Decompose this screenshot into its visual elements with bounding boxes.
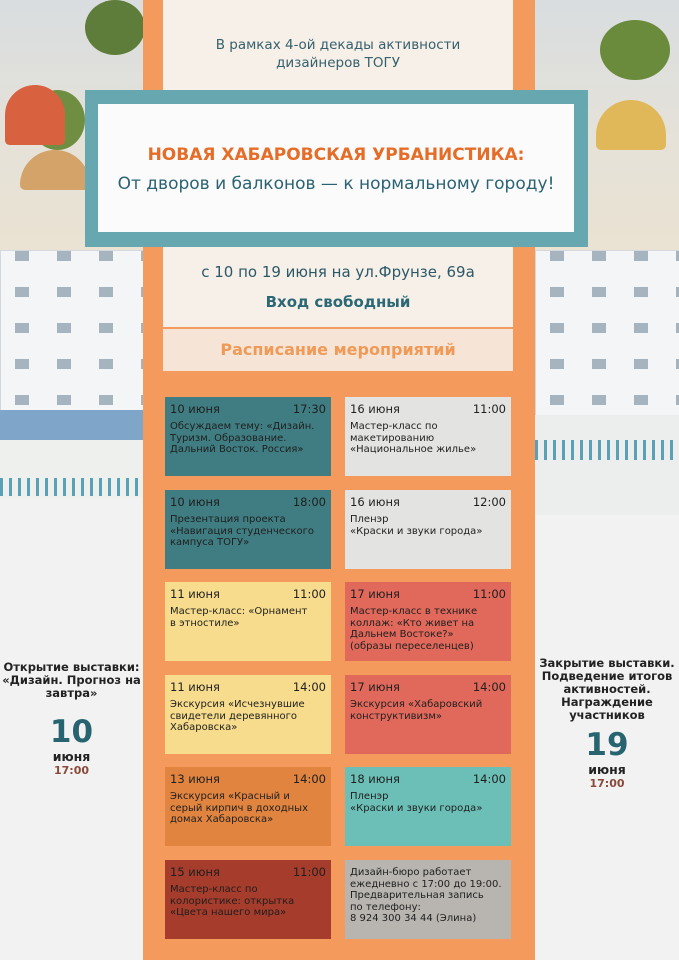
lead-line-1: В рамках 4-ой декады активности — [215, 37, 461, 53]
event-card — [345, 490, 511, 569]
event-line: свидетели деревянного — [170, 710, 298, 722]
event-date: 15 июня — [170, 865, 220, 879]
closing-line-2: Подведение итогов — [541, 669, 673, 683]
event-line: Экскурсия «Хабаровский — [350, 699, 483, 710]
event-description — [170, 699, 326, 734]
opening-line-1: Открытие выставки: — [3, 660, 140, 674]
event-line: Презентация проекта — [170, 514, 286, 525]
event-time: 14:00 — [472, 772, 506, 786]
opening-day: 10 — [49, 714, 94, 750]
event-line: «Навигация студенческого — [170, 525, 314, 537]
title-heading: НОВАЯ ХАБАРОВСКАЯ УРБАНИСТИКА: — [147, 145, 525, 165]
design-bureau-card — [345, 860, 511, 939]
event-line: кампуса ТОГУ» — [170, 537, 250, 548]
event-line: в этностиле» — [170, 617, 240, 629]
event-line: Пленэр — [350, 514, 389, 525]
event-card — [165, 582, 331, 661]
playground-slide — [5, 85, 65, 145]
closing-time: 17:00 — [589, 777, 625, 790]
event-time: 18:00 — [292, 495, 326, 509]
opening-line-3: завтра» — [45, 686, 98, 700]
closing-line-3: активностей. — [563, 682, 651, 696]
event-line: Мастер-класс по — [170, 884, 258, 895]
tree — [85, 0, 145, 55]
event-line: Обсуждаем тему: «Дизайн. — [170, 421, 315, 432]
closing-block — [535, 657, 679, 790]
bureau-line: Предварительная запись — [350, 890, 484, 901]
event-time: 14:00 — [472, 680, 506, 694]
event-line: Мастер-класс по — [350, 421, 438, 432]
closing-line-4: Награждение — [561, 695, 653, 709]
event-date: 13 июня — [170, 772, 220, 786]
event-description — [170, 514, 326, 549]
event-time: 14:00 — [292, 772, 326, 786]
opening-month: июня — [52, 749, 91, 764]
event-time: 11:00 — [292, 865, 326, 879]
event-description — [350, 421, 506, 456]
event-line: «Краски и звуки города» — [350, 802, 483, 814]
event-card — [165, 860, 331, 939]
bureau-line: Дизайн-бюро работает — [350, 867, 472, 878]
event-date: 17 июня — [350, 587, 400, 601]
lead-text — [163, 36, 513, 72]
event-date: 16 июня — [350, 402, 400, 416]
event-date: 10 июня — [170, 402, 220, 416]
dates-place: с 10 по 19 июня на ул.Фрунзе, 69а — [201, 263, 475, 281]
event-line: серый кирпич в доходных — [170, 802, 308, 814]
closing-month: июня — [588, 762, 626, 777]
event-line: «Краски и звуки города» — [350, 525, 483, 537]
event-line: коллаж: «Кто живет на — [350, 617, 475, 629]
fence — [0, 478, 143, 496]
event-description — [170, 606, 326, 629]
title-subheading: От дворов и балконов — к нормальному городу! — [117, 174, 555, 194]
closing-day: 19 — [585, 727, 629, 763]
fence — [535, 440, 679, 460]
info-panel — [163, 247, 513, 327]
title-panel — [98, 104, 574, 232]
event-date: 16 июня — [350, 495, 400, 509]
event-line: «Цвета нашего мира» — [170, 907, 287, 918]
event-time: 11:00 — [472, 587, 506, 601]
event-line: Мастер-класс в технике — [350, 606, 478, 617]
event-date: 17 июня — [350, 680, 400, 694]
event-description — [170, 791, 326, 826]
free-entry: Вход свободный — [265, 293, 411, 311]
event-description — [350, 791, 506, 814]
event-line: Экскурсия «Красный и — [170, 791, 290, 802]
event-card — [165, 490, 331, 569]
tree — [600, 20, 670, 80]
bureau-phone: 8 924 300 34 44 (Элина) — [350, 913, 477, 924]
event-line: (образы переселенцев) — [350, 640, 474, 652]
event-time: 14:00 — [292, 680, 326, 694]
event-time: 17:30 — [292, 402, 326, 416]
kindergarten-roof — [0, 410, 143, 440]
closing-line-1: Закрытие выставки. — [539, 656, 675, 670]
event-line: домах Хабаровска» — [170, 814, 274, 825]
event-date: 18 июня — [350, 772, 400, 786]
event-card — [345, 397, 511, 476]
event-line: Хабаровска» — [170, 722, 238, 733]
event-line: Дальнем Востоке?» — [350, 629, 454, 640]
event-description — [350, 699, 506, 722]
opening-time: 17:00 — [53, 764, 89, 777]
event-description — [170, 421, 326, 456]
event-line: колористике: открытка — [170, 895, 295, 907]
event-line: Туризм. Образование. — [170, 432, 287, 444]
apartment-building — [535, 250, 679, 417]
event-line: Мастер-класс: «Орнамент — [170, 606, 308, 617]
event-description — [350, 514, 506, 537]
event-line: «Национальное жилье» — [350, 444, 477, 455]
closing-line-5: участников — [569, 708, 645, 722]
event-description — [170, 884, 326, 919]
lead-line-2: дизайнеров ТОГУ — [276, 55, 400, 71]
event-card — [345, 767, 511, 846]
event-date: 11 июня — [170, 680, 220, 694]
event-time: 11:00 — [292, 587, 326, 601]
opening-block — [0, 661, 143, 777]
event-description — [350, 606, 506, 652]
event-time: 12:00 — [472, 495, 506, 509]
event-line: Экскурсия «Исчезнувшие — [170, 699, 305, 710]
apartment-building — [0, 250, 145, 412]
bureau-description — [350, 867, 506, 925]
event-time: 11:00 — [472, 402, 506, 416]
event-card — [165, 675, 331, 754]
event-card — [165, 397, 331, 476]
schedule-heading: Расписание мероприятий — [220, 340, 456, 359]
event-line: Пленэр — [350, 791, 389, 802]
building-lower — [535, 415, 679, 515]
opening-line-2: «Дизайн. Прогноз на — [2, 673, 141, 687]
event-card — [345, 582, 511, 661]
bureau-line: ежедневно с 17:00 до 19:00. — [350, 878, 502, 890]
event-date: 11 июня — [170, 587, 220, 601]
event-date: 10 июня — [170, 495, 220, 509]
event-line: Дальний Восток. Россия» — [170, 444, 304, 455]
event-card — [345, 675, 511, 754]
event-card — [165, 767, 331, 846]
event-line: макетированию — [350, 432, 435, 444]
bureau-line: по телефону: — [350, 901, 421, 913]
event-line: конструктивизм» — [350, 710, 443, 722]
